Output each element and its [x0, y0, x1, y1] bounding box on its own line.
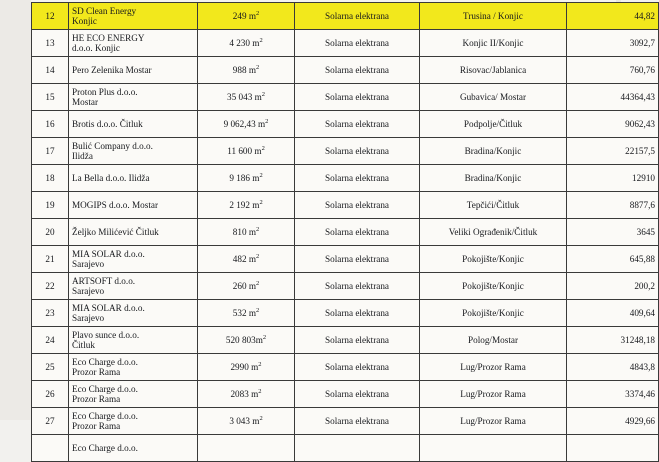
cell-location: Trusina / Konjic — [420, 3, 567, 30]
cell-row-number: 15 — [32, 84, 69, 111]
table-row — [32, 57, 659, 84]
company-line-2: Čitluk — [72, 340, 95, 350]
cell-company — [69, 273, 198, 300]
cell-type: Solarna elektrana — [295, 246, 420, 273]
cell-type: Solarna elektrana — [295, 138, 420, 165]
cell-company — [69, 192, 198, 219]
area-unit-exponent: 2 — [255, 225, 260, 233]
area-unit-exponent: 2 — [259, 198, 263, 206]
company-line-1: MIA SOLAR d.o.o. — [72, 302, 145, 313]
cell-area — [198, 30, 295, 57]
area-value: 260 m — [232, 280, 256, 291]
company-line-1: Pero Zelenika Mostar — [72, 64, 152, 75]
table-row — [32, 381, 659, 408]
cell-row-number: 12 — [32, 3, 69, 30]
area-value: 532 m — [232, 307, 256, 318]
area-value: 810 m — [232, 226, 256, 237]
cell-row-number: 17 — [32, 138, 69, 165]
cell-area — [198, 381, 295, 408]
area-unit-exponent: 2 — [255, 9, 260, 17]
company-line-1: Eco Charge d.o.o. — [72, 442, 138, 453]
company-line-2: Sarajevo — [72, 259, 105, 269]
area-unit-exponent: 2 — [255, 63, 260, 71]
cell-row-number — [32, 435, 69, 462]
cell-location: Podpolje/Čitluk — [420, 111, 567, 138]
cell-area — [198, 111, 295, 138]
company-line-2: Sarajevo — [72, 286, 105, 296]
company-line-1: Željko Milićević Čitluk — [72, 226, 159, 237]
company-line-2: d.o.o. Konjic — [72, 43, 120, 53]
cell-location: Lug/Prozor Rama — [420, 381, 567, 408]
cell-area — [198, 354, 295, 381]
cell-value: 3645 — [567, 219, 659, 246]
area-value: 520 803m — [225, 334, 263, 345]
area-value: 2990 m — [230, 361, 259, 372]
area-value: 988 m — [232, 64, 256, 75]
cell-area — [198, 84, 295, 111]
table-body — [32, 3, 659, 462]
area-value: 482 m — [232, 253, 256, 264]
area-unit-exponent: 2 — [259, 414, 263, 422]
cell-type: Solarna elektrana — [295, 273, 420, 300]
cell-value: 4843,8 — [567, 354, 659, 381]
cell-row-number: 14 — [32, 57, 69, 84]
table-row — [32, 354, 659, 381]
cell-company — [69, 219, 198, 246]
area-value: 4 230 m — [229, 37, 260, 48]
cell-company — [69, 408, 198, 435]
company-line-1: Plavo sunce d.o.o. — [72, 329, 140, 340]
company-line-2: Ilidža — [72, 151, 93, 161]
table-row — [32, 165, 659, 192]
cell-location: Pokojište/Konjic — [420, 246, 567, 273]
cell-value: 760,76 — [567, 57, 659, 84]
cell-company — [69, 381, 198, 408]
cell-value: 44364,43 — [567, 84, 659, 111]
cell-area — [198, 165, 295, 192]
cell-location: Gubavica/ Mostar — [420, 84, 567, 111]
company-line-1: MOGIPS d.o.o. Mostar — [72, 199, 159, 210]
cell-location: Lug/Prozor Rama — [420, 354, 567, 381]
cell-type: Solarna elektrana — [295, 300, 420, 327]
cell-company — [69, 246, 198, 273]
cell-company — [69, 165, 198, 192]
cell-company — [69, 3, 198, 30]
cell-value: 3374,46 — [567, 381, 659, 408]
cell-location: Veliki Ograđenik/Čitluk — [420, 219, 567, 246]
area-value: 3 043 m — [229, 415, 260, 426]
cell-type: Solarna elektrana — [295, 381, 420, 408]
cell-location: Konjic II/Konjic — [420, 30, 567, 57]
area-value: 9 186 m — [229, 172, 260, 183]
cell-type: Solarna elektrana — [295, 192, 420, 219]
company-line-2: Prozor Rama — [72, 421, 121, 431]
cell-row-number: 13 — [32, 30, 69, 57]
table-row — [32, 408, 659, 435]
cell-row-number: 21 — [32, 246, 69, 273]
cell-row-number: 23 — [32, 300, 69, 327]
table-row — [32, 219, 659, 246]
cell-value: 645,88 — [567, 246, 659, 273]
cell-location: Bradina/Konjic — [420, 165, 567, 192]
cell-company — [69, 30, 198, 57]
cell-type: Solarna elektrana — [295, 165, 420, 192]
area-value: 35 043 m — [227, 91, 262, 102]
company-line-2: Konjic — [72, 16, 98, 26]
cell-row-number: 18 — [32, 165, 69, 192]
company-line-2: Prozor Rama — [72, 367, 121, 377]
cell-value: 8877,6 — [567, 192, 659, 219]
cell-location — [420, 435, 567, 462]
cell-value: 4929,66 — [567, 408, 659, 435]
cell-area — [198, 435, 295, 462]
area-value: 249 m — [232, 10, 256, 21]
table-row — [32, 327, 659, 354]
area-unit-exponent: 2 — [261, 90, 265, 98]
table-row — [32, 300, 659, 327]
cell-area — [198, 219, 295, 246]
cell-area — [198, 273, 295, 300]
cell-type: Solarna elektrana — [295, 408, 420, 435]
cell-row-number: 27 — [32, 408, 69, 435]
cell-area — [198, 3, 295, 30]
cell-company — [69, 57, 198, 84]
cell-value: 409,64 — [567, 300, 659, 327]
company-line-1: Eco Charge d.o.o. — [72, 383, 138, 394]
area-unit-exponent: 2 — [258, 387, 262, 395]
company-line-1: La Bella d.o.o. Ilidža — [72, 172, 150, 183]
table-row — [32, 192, 659, 219]
cell-value: 200,2 — [567, 273, 659, 300]
cell-value: 44,82 — [567, 3, 659, 30]
cell-company — [69, 111, 198, 138]
cell-value: 31248,18 — [567, 327, 659, 354]
table-row — [32, 3, 659, 30]
cell-value: 12910 — [567, 165, 659, 192]
cell-location: Risovac/Jablanica — [420, 57, 567, 84]
cell-value: 22157,5 — [567, 138, 659, 165]
company-line-2: Mostar — [72, 97, 99, 107]
cell-value: 9062,43 — [567, 111, 659, 138]
cell-value: 3092,7 — [567, 30, 659, 57]
page-margin-left — [0, 0, 31, 420]
cell-row-number: 22 — [32, 273, 69, 300]
cell-company — [69, 84, 198, 111]
cell-company — [69, 435, 198, 462]
cell-type: Solarna elektrana — [295, 354, 420, 381]
area-value: 2 192 m — [229, 199, 260, 210]
company-line-1: Eco Charge d.o.o. — [72, 356, 138, 367]
cell-company — [69, 300, 198, 327]
company-line-1: Proton Plus d.o.o. — [72, 86, 138, 97]
cell-area — [198, 327, 295, 354]
cell-area — [198, 246, 295, 273]
cell-type: Solarna elektrana — [295, 327, 420, 354]
cell-row-number: 24 — [32, 327, 69, 354]
table-row — [32, 435, 659, 462]
area-unit-exponent: 2 — [261, 144, 265, 152]
company-line-1: Bulić Company d.o.o. — [72, 140, 153, 151]
cell-area — [198, 57, 295, 84]
cell-area — [198, 408, 295, 435]
cell-area — [198, 138, 295, 165]
cell-company — [69, 354, 198, 381]
company-line-1: SD Clean Energy — [72, 5, 137, 16]
table-row — [32, 30, 659, 57]
cell-row-number: 25 — [32, 354, 69, 381]
cell-type: Solarna elektrana — [295, 84, 420, 111]
cell-type: Solarna elektrana — [295, 219, 420, 246]
cell-type: Solarna elektrana — [295, 111, 420, 138]
area-value: 9 062,43 m — [223, 118, 266, 129]
cell-location: Pokojište/Konjic — [420, 273, 567, 300]
cell-type: Solarna elektrana — [295, 30, 420, 57]
cell-row-number: 19 — [32, 192, 69, 219]
cell-company — [69, 327, 198, 354]
table-row — [32, 138, 659, 165]
cell-location: Tepčići/Čitluk — [420, 192, 567, 219]
table-row — [32, 273, 659, 300]
table-row — [32, 111, 659, 138]
company-line-2: Sarajevo — [72, 313, 105, 323]
area-unit-exponent: 2 — [265, 117, 269, 125]
table-row — [32, 84, 659, 111]
cell-location: Polog/Mostar — [420, 327, 567, 354]
company-line-1: HE ECO ENERGY — [72, 32, 145, 43]
cell-type — [295, 435, 420, 462]
cell-type: Solarna elektrana — [295, 57, 420, 84]
area-unit-exponent: 2 — [259, 36, 263, 44]
cell-area — [198, 192, 295, 219]
cell-row-number: 20 — [32, 219, 69, 246]
area-unit-exponent: 2 — [258, 360, 262, 368]
solar-plant-table — [31, 2, 659, 462]
cell-location: Bradina/Konjic — [420, 138, 567, 165]
cell-value — [567, 435, 659, 462]
cell-location: Pokojište/Konjic — [420, 300, 567, 327]
cell-company — [69, 138, 198, 165]
company-line-2: Prozor Rama — [72, 394, 121, 404]
area-value: 2083 m — [230, 388, 259, 399]
cell-area — [198, 300, 295, 327]
cell-row-number: 16 — [32, 111, 69, 138]
area-value: 11 600 m — [227, 145, 262, 156]
area-unit-exponent: 2 — [255, 252, 260, 260]
cell-location: Lug/Prozor Rama — [420, 408, 567, 435]
company-line-1: Brotis d.o.o. Čitluk — [72, 118, 143, 129]
area-unit-exponent: 2 — [262, 333, 267, 341]
company-line-1: MIA SOLAR d.o.o. — [72, 248, 145, 259]
cell-type: Solarna elektrana — [295, 3, 420, 30]
table-row — [32, 246, 659, 273]
area-unit-exponent: 2 — [259, 171, 263, 179]
company-line-1: Eco Charge d.o.o. — [72, 410, 138, 421]
area-unit-exponent: 2 — [255, 279, 260, 287]
company-line-1: ARTSOFT d.o.o. — [72, 275, 136, 286]
area-unit-exponent: 2 — [255, 306, 260, 314]
cell-row-number: 26 — [32, 381, 69, 408]
